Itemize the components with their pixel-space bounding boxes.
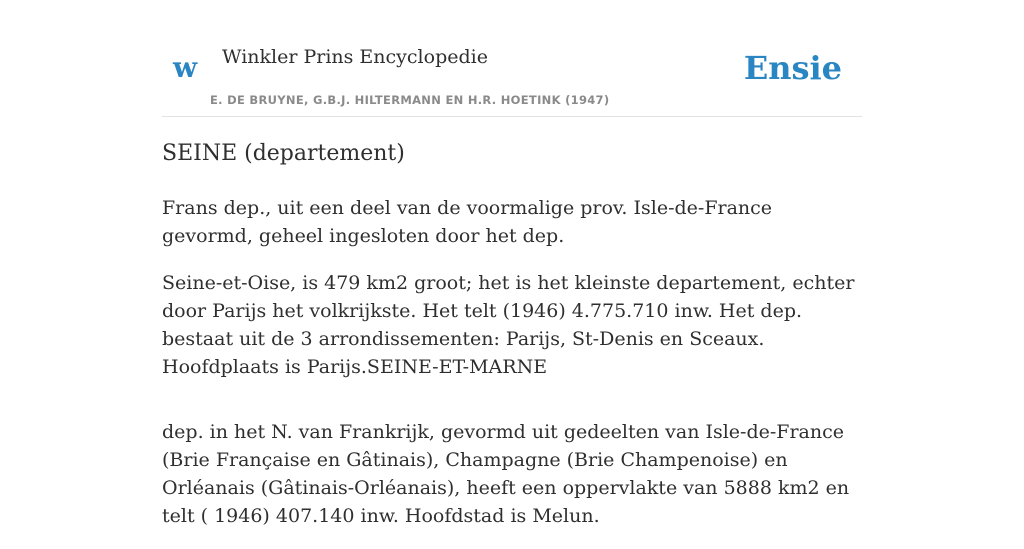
article-paragraph: dep. in het N. van Frankrijk, gevormd uit gedeelten van Isle-de-France (Brie Française en Gâtinais), Champagne (Brie Champenoise) en Orléanais (Gâtinais-Orléanais), heeft een oppervlakte van 5888 km2 en telt ( 1946) 407.140 inw. Hoofdstad is Melun. xyxy=(162,421,850,527)
article-paragraph: Seine-et-Oise, is 479 km2 groot; het is het kleinste departement, echter door Parijs het volkrijkste. Het telt (1946) 4.775.710 inw. Het dep. bestaat uit de 3 arrondissementen: Parijs, St-Denis en Sceaux. Hoofdplaats is Parijs.SEINE-ET-MARNE xyxy=(162,272,855,378)
article-title: SEINE (departement) xyxy=(162,141,405,166)
article-paragraph: Frans dep., uit een deel van de voormalige prov. Isle-de-France gevormd, geheel ingesloten door het dep. xyxy=(162,197,773,247)
ensie-logo-link[interactable]: Ensie xyxy=(743,49,842,87)
site-header xyxy=(162,38,862,117)
book-logo-icon[interactable]: w xyxy=(173,51,198,84)
book-authors: E. DE BRUYNE, G.B.J. HILTERMANN EN H.R. HOETINK (1947) xyxy=(210,93,610,107)
article xyxy=(162,138,864,549)
book-title-link[interactable]: Winkler Prins Encyclopedie xyxy=(222,46,488,68)
